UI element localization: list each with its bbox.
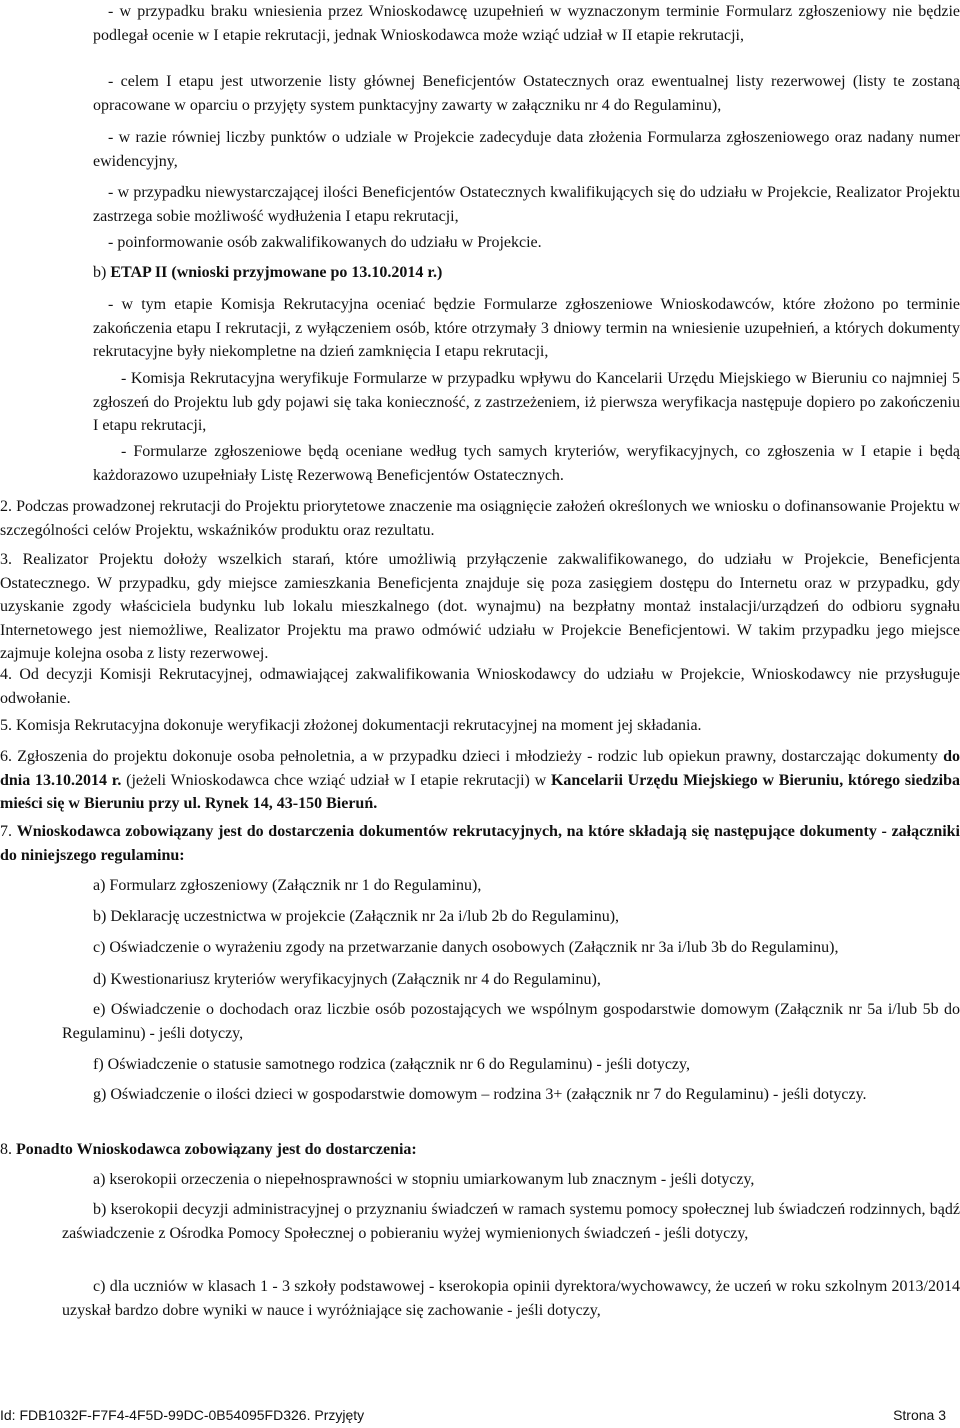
- paragraph-inform-qualified: - poinformowanie osób zakwalifikowanych do udziału w Projekcie.: [108, 234, 542, 251]
- list-item-7e: e) Oświadczenie o dochodach oraz liczbie osób pozostających we wspólnym gospodarstwie domowym (Załącznik nr 5a i/lub 5b do Regulaminu) - jeśli dotyczy,: [62, 1001, 960, 1042]
- paragraph-6: [0, 745, 960, 816]
- paragraph-6-part-c: (jeżeli Wnioskodawca chce wziąć udział w I etapie rekrutacji) w: [121, 771, 551, 789]
- list-item-7b: b) Deklarację uczestnictwa w projekcie (Załącznik nr 2a i/lub 2b do Regulaminu),: [93, 908, 620, 925]
- list-item-8a: a) kserokopii orzeczenia o niepełnosprawności w stopniu umiarkowanym lub znacznym - jeśli dotyczy,: [93, 1171, 755, 1188]
- footer-document-id: Id: FDB1032F-F7F4-4F5D-99DC-0B54095FD326. Przyjęty: [0, 1407, 365, 1423]
- paragraph-equal-points: - w razie równiej liczby punktów o udziale w Projekcie zadecyduje data złożenia Formularza zgłoszeniowego oraz nadany numer ewidencyjny,: [93, 129, 960, 170]
- list-item-8b: b) kserokopii decyzji administracyjnej o przyznaniu świadczeń w ramach systemu pomocy społecznej lub świadczeń rodzinnych, bądź zaświadczenie z Ośrodka Pomocy Społecznej o pobieraniu wyżej wymienionych świadczeń - jeśli dotyczy,: [62, 1201, 960, 1242]
- list-item-7a: a) Formularz zgłoszeniowy (Załącznik nr 1 do Regulaminu),: [93, 877, 482, 894]
- list-item-7g: g) Oświadczenie o ilości dzieci w gospodarstwie domowym – rodzina 3+ (załącznik nr 7 do Regulaminu) - jeśli dotyczy.: [93, 1086, 867, 1103]
- paragraph-7-text: Wnioskodawca zobowiązany jest do dostarczenia dokumentów rekrutacyjnych, na które składają się następujące dokumenty - załączniki do niniejszego regulaminu:: [0, 823, 960, 864]
- paragraph-8-number: 8.: [0, 1141, 16, 1158]
- paragraph-insufficient-beneficiaries: - w przypadku niewystarczającej ilości Beneficjentów Ostatecznych kwalifikujących się do udziału w Projekcie, Realizator Projektu zastrzega sobie możliwość wydłużenia I etapu rekrutacji,: [93, 184, 960, 225]
- paragraph-5: 5. Komisja Rekrutacyjna dokonuje weryfikacji złożonej dokumentacji rekrutacyjnej na moment jej składania.: [0, 717, 702, 734]
- paragraph-3: 3. Realizator Projektu dołoży wszelkich starań, które umożliwią przyłączenie zakwalifikowanego, do udziału w Projekcie, Beneficjenta Ostatecznego. W przypadku, gdy miejsce zamieszkania Beneficjenta znajduje się poza zasięgiem dostępu do Internetu oraz w przypadku, gdy uzyskanie zgody właściciela budynku lub lokalu mieszkalnego (dot. wynajmu) na bezpłatny montaż instalacji/urządzeń do odbioru sygnału Internetowego jest niemożliwe, Realizator Projektu ma prawo odmówić udziału w Projekcie Beneficjentowi. W takim przypadku jego miejsce zajmuje kolejna osoba z listy rezerwowej.: [0, 551, 960, 662]
- paragraph-2-text: 2. Podczas prowadzonej rekrutacji do Projektu priorytetowe znaczenie ma osiągnięcie założeń określonych we wniosku o dofinansowanie Projektu w szczególności celów Projektu, wskaźników produktu oraz rezultatu.: [0, 498, 960, 539]
- paragraph-7-number: 7.: [0, 823, 17, 840]
- paragraph-stage2-evaluation: - w tym etapie Komisja Rekrutacyjna oceniać będzie Formularze zgłoszeniowe Wnioskodawców, które złożono po terminie zakończenia etapu I rekrutacji, z wyłączeniem osób, które otrzymały 3 dniowy termin na wniesienie uzupełnień, a których dokumenty rekrutacyjne były niekompletne na dzień zamknięcia I etapu rekrutacji,: [93, 296, 960, 360]
- paragraph-4: 4. Od decyzji Komisji Rekrutacyjnej, odmawiającej zakwalifikowania Wnioskodawcy do udziału w Projekcie, Wnioskodawcy nie przysługuje odwołanie.: [0, 666, 960, 707]
- list-item-8c: c) dla uczniów w klasach 1 - 3 szkoły podstawowej - kserokopia opinii dyrektora/wychowawcy, że uczeń w roku szkolnym 2013/2014 uzyskał bardzo dobre wyniki w nauce i wyróżniające się zachowanie - jeśli dotyczy,: [62, 1278, 960, 1319]
- paragraph-stage1-goal: - celem I etapu jest utworzenie listy głównej Beneficjentów Ostatecznych oraz ewentualnej listy rezerwowej (listy te zostaną opracowane w oparciu o przyjęty system punktacyjny zawarty w załączniku nr 4 do Regulaminu),: [93, 73, 960, 114]
- heading-stage2-title: ETAP II (wnioski przyjmowane po 13.10.2014 r.): [110, 264, 443, 281]
- paragraph-8-text: Ponadto Wnioskodawca zobowiązany jest do dostarczenia:: [16, 1141, 417, 1158]
- list-item-7f: f) Oświadczenie o statusie samotnego rodzica (załącznik nr 6 do Regulaminu) - jeśli dotyczy,: [93, 1056, 690, 1073]
- list-item-7c: c) Oświadczenie o wyrażeniu zgody na przetwarzanie danych osobowych (Załącznik nr 3a i/lub 3b do Regulaminu),: [93, 939, 839, 956]
- paragraph-2: [0, 495, 960, 542]
- paragraph-6-deadline: do dnia 13.10.2014 r.: [0, 748, 960, 789]
- paragraph-same-criteria: - Formularze zgłoszeniowe będą oceniane według tych samych kryteriów, weryfikacyjnych, co zgłoszenia w I etapie i będą każdorazowo uzupełniały Listę Rezerwową Beneficjentów Ostatecznych.: [93, 443, 960, 484]
- heading-stage2-prefix: b): [93, 264, 111, 281]
- paragraph-commission-verifies: - Komisja Rekrutacyjna weryfikuje Formularze w przypadku wpływu do Kancelarii Urzędu Miejskiego w Bieruniu co najmniej 5 zgłoszeń do Projektu lub gdy pojawi się taka konieczność, z zastrzeżeniem, iż pierwsza weryfikacja następuje dopiero po zakończeniu I etapu rekrutacji,: [93, 370, 960, 434]
- paragraph-no-supplement-text: - w przypadku braku wniesienia przez Wnioskodawcę uzupełnień w wyznaczonym terminie Formularz zgłoszeniowy nie będzie podlegał ocenie w I etapie rekrutacji, jednak Wnioskodawca może wziąć udział w II etapie rekrutacji,: [93, 3, 960, 44]
- paragraph-6-address: Kancelarii Urzędu Miejskiego w Bieruniu, którego siedziba mieści się w Bieruniu przy ul. Rynek 14, 43-150 Bieruń.: [0, 771, 960, 812]
- paragraph-7: [0, 820, 960, 867]
- footer-page-number: Strona 3: [893, 1407, 946, 1423]
- heading-stage2: [93, 261, 960, 285]
- paragraph-6-part-a: 6. Zgłoszenia do projektu dokonuje osoba pełnoletnia, a w przypadku dzieci i młodzieży - rodzic lub opiekun prawny, dostarczając dokumenty: [0, 748, 944, 765]
- paragraph-8: [0, 1138, 960, 1162]
- list-item-7d: d) Kwestionariusz kryteriów weryfikacyjnych (Załącznik nr 4 do Regulaminu),: [93, 971, 601, 988]
